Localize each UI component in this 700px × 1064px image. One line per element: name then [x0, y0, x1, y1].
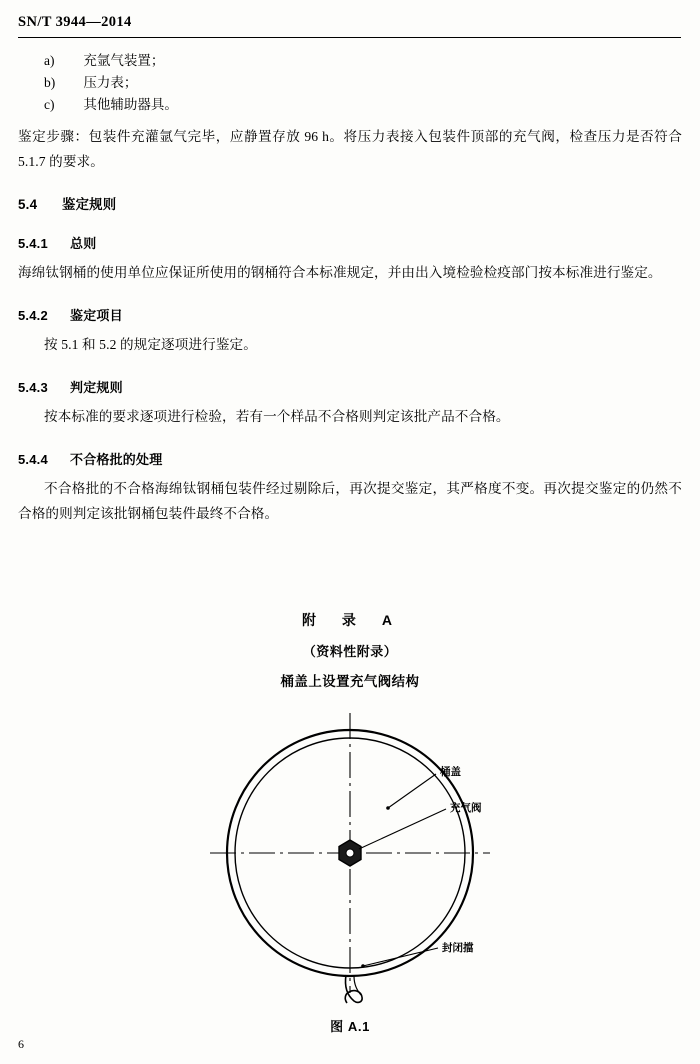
section-number: 5.4	[18, 197, 38, 212]
section-heading-5-4-4	[18, 449, 682, 468]
section-number: 5.4.4	[18, 452, 48, 467]
section-heading-5-4-1	[18, 233, 682, 252]
paragraph-items-check: 按 5.1 和 5.2 的规定逐项进行鉴定。	[44, 337, 257, 352]
leader-line-valve	[359, 809, 446, 849]
section-title: 不合格批的处理	[70, 452, 163, 467]
header-rule	[18, 37, 681, 38]
figure-label-lid: 桶盖	[440, 766, 461, 778]
equipment-list	[18, 50, 682, 116]
page-content	[18, 0, 682, 1035]
list-item	[44, 94, 682, 116]
section-heading-5-4-3	[18, 377, 682, 396]
figure-label-seal: 封闭擋	[442, 942, 474, 954]
section-number: 5.4.1	[18, 236, 48, 251]
section-title: 鉴定规则	[62, 197, 117, 212]
list-item-text: 压力表；	[83, 75, 138, 90]
list-item-text: 充氩气装置；	[83, 53, 165, 68]
leader-dot-lid	[386, 806, 390, 810]
list-item-marker: a)	[44, 53, 55, 68]
section-title: 总则	[70, 236, 97, 251]
list-item-marker: c)	[44, 97, 55, 112]
page-header: SN/T 3944—2014	[18, 14, 132, 30]
section-number: 5.4.3	[18, 380, 48, 395]
paragraph-intro: 鉴定步骤：包装件充灌氩气完毕，应静置存放 96 h。将压力表接入包装件顶部的充气阀，检查压力是否符合 5.1.7 的要求。	[18, 129, 682, 169]
leader-line-lid	[388, 774, 436, 808]
paragraph-nonconforming: 不合格批的不合格海绵钛钢桶包装件经过剔除后，再次提交鉴定，其严格度不变。再次提交鉴定的仍然不合格的则判定该批钢桶包装件最终不合格。	[18, 481, 682, 521]
annex-subtitle: （资料性附录）	[302, 644, 398, 659]
figure-caption: 图 A.1	[330, 1019, 370, 1034]
section-heading-5-4	[18, 194, 682, 213]
figure-a1	[18, 708, 682, 1008]
drum-lid-diagram	[18, 708, 682, 1008]
list-item	[44, 50, 682, 72]
list-item-text: 其他辅助器具。	[83, 97, 178, 112]
figure-label-valve: 充气阀	[450, 802, 482, 814]
inflation-valve-bore	[346, 849, 354, 857]
vertical-spacer	[18, 526, 682, 596]
section-number: 5.4.2	[18, 308, 48, 323]
paragraph-judgement: 按本标准的要求逐项进行检验，若有一个样品不合格则判定该批产品不合格。	[44, 409, 510, 424]
annex-caption: 桶盖上设置充气阀结构	[280, 674, 420, 689]
annex-title: 附 录 A	[301, 612, 399, 628]
leader-dot-seal	[361, 964, 365, 968]
paragraph-general: 海绵钛钢桶的使用单位应保证所使用的钢桶符合本标准规定，并由出入境检验检疫部门按本标准进行鉴定。	[18, 265, 662, 280]
annex-block	[18, 610, 682, 690]
section-heading-5-4-2	[18, 305, 682, 324]
leader-line-seal	[363, 948, 438, 966]
section-title: 鉴定项目	[70, 308, 123, 323]
list-item-marker: b)	[44, 75, 56, 90]
list-item	[44, 72, 682, 94]
page-number: 6	[18, 1037, 24, 1051]
section-title: 判定规则	[70, 380, 123, 395]
